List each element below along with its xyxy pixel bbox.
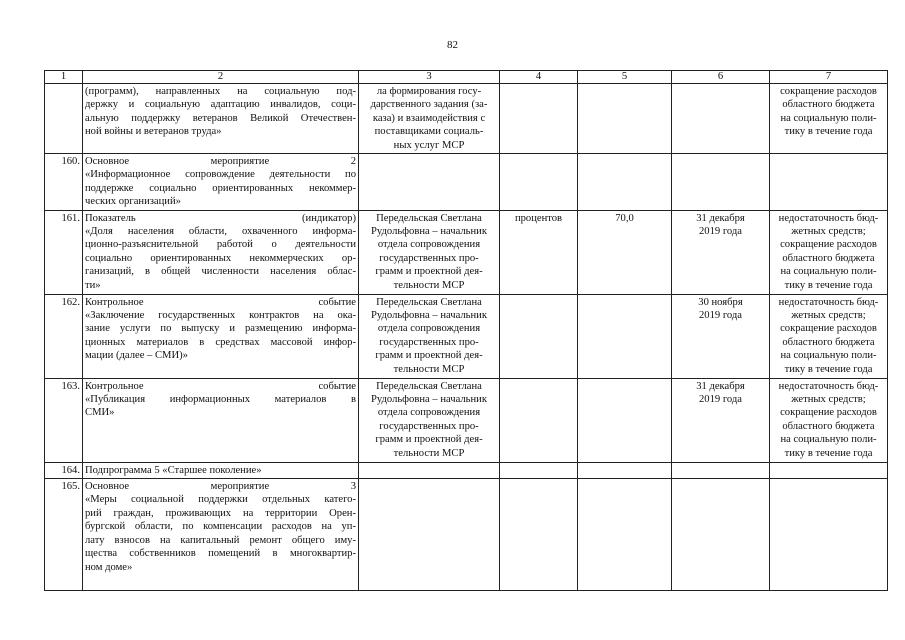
text-line: Рудольфовна – начальник — [371, 310, 487, 322]
risk-cell — [770, 154, 888, 211]
text-line: государственных про- — [379, 252, 479, 264]
text-line: жетных средств; — [791, 310, 866, 322]
responsible-cell — [359, 462, 500, 478]
table-row — [45, 294, 888, 378]
text-line: каза) и взаимодействия с — [372, 112, 486, 124]
text-line: сокращение расходов — [780, 86, 877, 97]
text-line: ной войны и ветеранов труда» — [85, 126, 222, 138]
text-line: «Заключение государственных контрактов на ока- — [85, 310, 356, 322]
text-line: областного бюджета — [782, 99, 875, 111]
responsible-cell — [359, 294, 500, 378]
text-line: ла формирования госу- — [376, 86, 482, 97]
text-line: Передельская Светлана — [376, 212, 482, 224]
responsible-cell — [359, 84, 500, 154]
text-line: отдела сопровождения — [377, 407, 481, 419]
text-line: тику в течение года — [784, 279, 873, 291]
value-cell — [578, 479, 672, 591]
responsible-cell — [359, 479, 500, 591]
value-cell — [578, 378, 672, 462]
text-line: Контрольное событие — [85, 380, 356, 392]
page-number: 82 — [447, 39, 458, 51]
value-cell — [578, 462, 672, 478]
text-line: бургской области, по компенсации расходов на уп- — [85, 521, 356, 533]
text-line: на социальную поли- — [780, 112, 877, 124]
text-line: Подпрограмма 5 «Старшее поколение» — [85, 464, 262, 476]
text-line: «Информационное сопровождение деятельности по — [85, 169, 356, 181]
text-line: Показатель (индикатор) — [85, 212, 356, 224]
risk-cell — [770, 84, 888, 154]
value-cell: 70,0 — [578, 210, 672, 294]
text-line: щества собственников помещений в многоквартир- — [85, 548, 356, 560]
text-line: социально ориентированных некоммерческих ор- — [85, 252, 356, 264]
description-cell — [83, 210, 359, 294]
row-number-cell: 164. — [45, 462, 83, 478]
column-number: 5 — [578, 71, 672, 84]
text-line: Передельская Светлана — [376, 296, 482, 308]
description-cell — [83, 462, 359, 478]
risk-cell — [770, 462, 888, 478]
text-line: Основное мероприятие 3 — [85, 481, 356, 493]
column-number: 7 — [770, 71, 888, 84]
text-line: ционных материалов в средствах массовой инфор- — [85, 336, 356, 348]
table-row — [45, 210, 888, 294]
table-row — [45, 84, 888, 154]
column-number: 1 — [45, 71, 83, 84]
text-line: на социальную поли- — [780, 266, 877, 278]
text-line: 31 декабря — [696, 380, 745, 392]
text-line: тику в течение года — [784, 447, 873, 459]
responsible-cell — [359, 378, 500, 462]
text-line: областного бюджета — [782, 336, 875, 348]
text-line: Передельская Светлана — [376, 380, 482, 392]
deadline-cell — [672, 378, 770, 462]
unit-cell — [500, 294, 578, 378]
text-line: на социальную поли- — [780, 434, 877, 446]
text-line: областного бюджета — [782, 252, 875, 264]
unit-cell — [500, 479, 578, 591]
text-line: недостаточность бюд- — [778, 212, 879, 224]
column-number: 4 — [500, 71, 578, 84]
risk-cell — [770, 294, 888, 378]
deadline-cell — [672, 154, 770, 211]
table-row — [45, 462, 888, 478]
column-number-row — [45, 71, 888, 84]
unit-cell — [500, 154, 578, 211]
text-line: 2019 года — [698, 394, 742, 406]
row-number-cell — [45, 84, 83, 154]
risk-cell — [770, 378, 888, 462]
risk-cell — [770, 479, 888, 591]
text-line: государственных про- — [379, 420, 479, 432]
value-cell — [578, 84, 672, 154]
text-line: тельности МСР — [393, 279, 465, 291]
text-line: альную поддержку ветеранов Великой Отечествен- — [85, 112, 356, 124]
text-line: грамм и проектной дея- — [375, 266, 483, 278]
text-line: тику в течение года — [784, 126, 873, 138]
text-line: поставщиками социаль- — [374, 126, 484, 138]
text-line: сокращение расходов — [780, 239, 877, 251]
risk-cell — [770, 210, 888, 294]
text-line: областного бюджета — [782, 420, 875, 432]
text-line: 2019 года — [698, 310, 742, 322]
text-line: жетных средств; — [791, 226, 866, 238]
row-number-cell: 160. — [45, 154, 83, 211]
text-line: 30 ноября — [698, 296, 743, 308]
text-line: грамм и проектной дея- — [375, 350, 483, 362]
text-line: на социальную поли- — [780, 350, 877, 362]
text-line: «Меры социальной поддержки отдельных катего- — [85, 494, 356, 506]
text-line: недостаточность бюд- — [778, 296, 879, 308]
row-number-cell: 161. — [45, 210, 83, 294]
text-line: Рудольфовна – начальник — [371, 394, 487, 406]
unit-cell — [500, 84, 578, 154]
deadline-cell — [672, 84, 770, 154]
text-line: СМИ» — [85, 407, 115, 419]
text-line: (программ), направленных на социальную под- — [85, 86, 356, 97]
text-line: лату взносов на капитальный ремонт общего иму- — [85, 534, 356, 546]
text-line: Рудольфовна – начальник — [371, 226, 487, 238]
table-row — [45, 154, 888, 211]
text-line: ческих организаций» — [85, 196, 181, 208]
text-line: «Публикация информационных материалов в — [85, 394, 356, 406]
text-line: ционно-разъяснительной работой о деятельности — [85, 239, 356, 251]
text-line: 31 декабря — [696, 212, 745, 224]
text-line: рий граждан, проживающих на территории Орен- — [85, 507, 356, 519]
description-cell — [83, 294, 359, 378]
unit-cell — [500, 378, 578, 462]
description-cell — [83, 479, 359, 591]
description-cell — [83, 154, 359, 211]
text-line: сокращение расходов — [780, 323, 877, 335]
text-line: «Доля населения области, охваченного информа- — [85, 226, 356, 238]
text-line: отдела сопровождения — [377, 323, 481, 335]
responsible-cell — [359, 210, 500, 294]
description-cell — [83, 84, 359, 154]
text-line: держку и социальную адаптацию инвалидов, соци- — [85, 99, 356, 111]
column-number: 2 — [83, 71, 359, 84]
value-cell — [578, 294, 672, 378]
responsible-cell — [359, 154, 500, 211]
deadline-cell — [672, 210, 770, 294]
text-line: тельности МСР — [393, 363, 465, 375]
column-number: 3 — [359, 71, 500, 84]
unit-cell: процентов — [500, 210, 578, 294]
deadline-cell — [672, 294, 770, 378]
row-number-cell: 165. — [45, 479, 83, 591]
deadline-cell — [672, 479, 770, 591]
table-row — [45, 479, 888, 591]
text-line: жетных средств; — [791, 394, 866, 406]
table-row — [45, 378, 888, 462]
text-line: мации (далее – СМИ)» — [85, 350, 188, 362]
measures-table — [44, 70, 888, 591]
text-line: поддержке социально ориентированных некоммер- — [85, 182, 356, 194]
row-number-cell: 162. — [45, 294, 83, 378]
text-line: сокращение расходов — [780, 407, 877, 419]
text-line: ном доме» — [85, 561, 133, 573]
text-line: Основное мероприятие 2 — [85, 156, 356, 168]
row-number-cell: 163. — [45, 378, 83, 462]
value-cell — [578, 154, 672, 211]
text-line: Контрольное событие — [85, 296, 356, 308]
text-line: тельности МСР — [393, 447, 465, 459]
text-line: грамм и проектной дея- — [375, 434, 483, 446]
unit-cell — [500, 462, 578, 478]
column-number: 6 — [672, 71, 770, 84]
text-line: тику в течение года — [784, 363, 873, 375]
text-line: зание услуги по выпуску и размещению информа- — [85, 323, 356, 335]
deadline-cell — [672, 462, 770, 478]
text-line: дарственного задания (за- — [370, 99, 488, 111]
text-line: недостаточность бюд- — [778, 380, 879, 392]
description-cell — [83, 378, 359, 462]
text-line: ти» — [85, 279, 101, 291]
text-line: отдела сопровождения — [377, 239, 481, 251]
text-line: 2019 года — [698, 226, 742, 238]
text-line: ных услуг МСР — [393, 139, 465, 151]
text-line: государственных про- — [379, 336, 479, 348]
text-line: ганизаций, в общей численности населения облас- — [85, 266, 356, 278]
